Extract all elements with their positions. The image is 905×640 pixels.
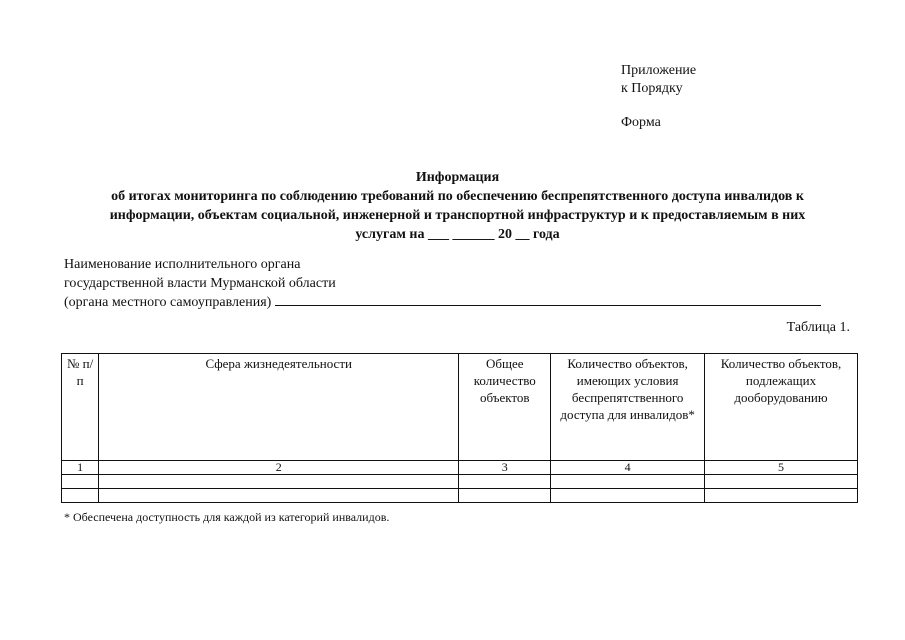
table-footnote: * Обеспечена доступность для каждой из категорий инвалидов.: [64, 510, 390, 524]
table-column-numbers-row: [62, 461, 858, 475]
monitoring-table: [61, 353, 858, 503]
header-objects-to-upgrade: Количество объектов, подлежащих дооборудованию: [704, 354, 857, 461]
table-cell: [551, 475, 705, 489]
table-row: [62, 475, 858, 489]
table-cell: [62, 475, 99, 489]
appendix-note: [621, 62, 696, 98]
header-total-objects: Общее количество объектов: [459, 354, 551, 461]
title-line-2: информации, объектам социальной, инженерной и транспортной инфраструктур и к предоставляемым в них: [109, 208, 806, 223]
title-line-1: об итогах мониторинга по соблюдению требований по обеспечению беспрепятственного доступа инвалидов к: [111, 189, 804, 204]
table-cell: [99, 489, 459, 503]
form-label: Форма: [621, 115, 661, 130]
table-cell: [704, 475, 857, 489]
org-line-3-wrap: [64, 293, 821, 312]
column-number-5: 5: [704, 461, 857, 475]
table-label: Таблица 1.: [786, 320, 850, 335]
header-number: № п/п: [62, 354, 99, 461]
table-cell: [459, 489, 551, 503]
header-sphere: Сфера жизнедеятельности: [99, 354, 459, 461]
table-row: [62, 489, 858, 503]
column-number-4: 4: [551, 461, 705, 475]
organization-block: [64, 255, 821, 312]
title-line-3: услугам на ___ ______ 20 __ года: [355, 227, 560, 242]
column-number-3: 3: [459, 461, 551, 475]
table-cell: [62, 489, 99, 503]
table-cell: [99, 475, 459, 489]
table-cell: [704, 489, 857, 503]
table-cell: [551, 489, 705, 503]
org-line-2: государственной власти Мурманской области: [64, 276, 336, 291]
table-cell: [459, 475, 551, 489]
header-accessible-objects: Количество объектов, имеющих условия беспрепятственного доступа для инвалидов*: [551, 354, 705, 461]
document-title: [60, 168, 855, 244]
org-line-1: Наименование исполнительного органа: [64, 257, 301, 272]
org-line-3: (органа местного самоуправления): [64, 295, 272, 310]
table-header-row: [62, 354, 858, 461]
appendix-line-2: к Порядку: [621, 81, 683, 96]
title-heading: Информация: [415, 170, 500, 185]
appendix-line-1: Приложение: [621, 63, 697, 78]
column-number-1: 1: [62, 461, 99, 475]
column-number-2: 2: [99, 461, 459, 475]
org-name-fill-line: [275, 293, 821, 306]
